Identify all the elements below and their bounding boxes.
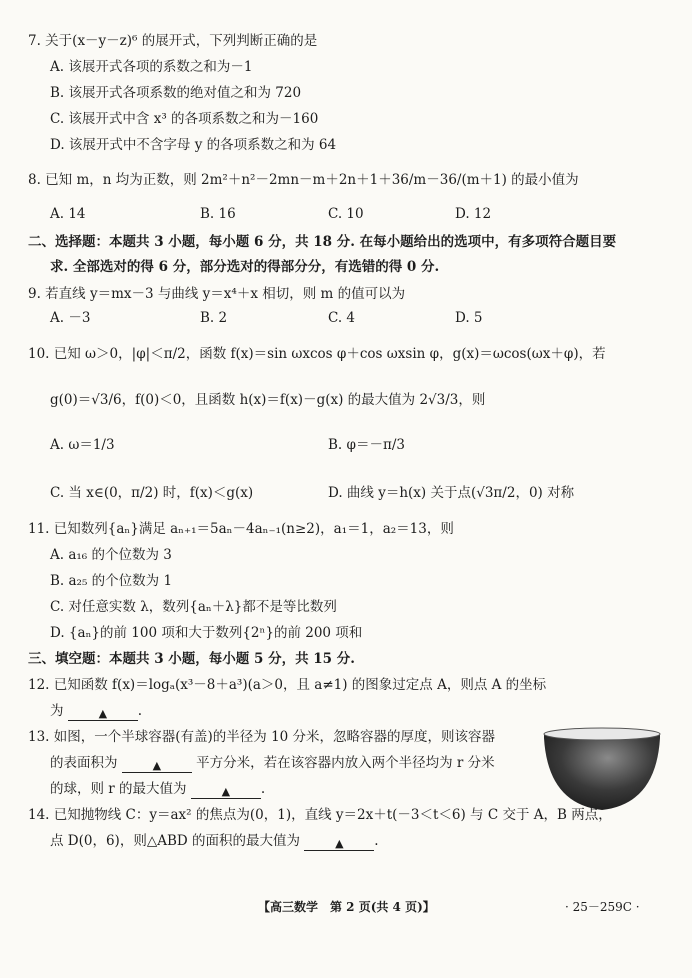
q12-line1: 12. 已知函数 f(x)＝logₐ(x³－8＋a³)(a＞0，且 a≠1) 的图象过定点 A，则点 A 的坐标 xyxy=(28,677,547,693)
q8-stem: 8. 已知 m，n 均为正数，则 2m²＋n²－2mn－m＋2n＋1＋36/m－36/(m＋1) 的最小值为 xyxy=(28,172,579,188)
q14-answer-blank[interactable]: ▲ xyxy=(304,835,374,851)
q7-option-c: C. 该展开式中含 x³ 的各项系数之和为－160 xyxy=(50,111,319,127)
q12-prefix: 为 xyxy=(50,703,64,719)
q10-option-a: A. ω＝1/3 xyxy=(50,437,115,453)
footer-code: · 25－259C · xyxy=(565,900,640,914)
q7-option-a: A. 该展开式各项的系数之和为－1 xyxy=(50,59,253,75)
q14-line1: 14. 已知抛物线 C：y＝ax² 的焦点为(0，1)，直线 y＝2x＋t(－3＜t＜6) 与 C 交于 A，B 两点， xyxy=(28,807,612,823)
q8-option-b: B. 16 xyxy=(200,206,236,222)
q10-stem-line1: 10. 已知 ω＞0，|φ|＜π/2，函数 f(x)＝sin ωxcos φ＋cos ωxsin φ，g(x)＝ωcos(ωx＋φ)，若 xyxy=(28,346,606,362)
q11-option-c: C. 对任意实数 λ，数列{aₙ＋λ}都不是等比数列 xyxy=(50,599,337,615)
q11-option-a: A. a₁₆ 的个位数为 3 xyxy=(50,547,172,563)
q8-option-c: C. 10 xyxy=(328,206,364,222)
q9-option-d: D. 5 xyxy=(455,310,483,326)
hemisphere-container-figure xyxy=(540,724,664,816)
q13-max-r-blank[interactable]: ▲ xyxy=(191,783,261,799)
q10-stem-line2: g(0)＝√3/6，f(0)＜0，且函数 h(x)＝f(x)－g(x) 的最大值为 2√3/3，则 xyxy=(50,392,486,408)
q8-option-a: A. 14 xyxy=(50,206,86,222)
section-2-header: 二、选择题：本题共 3 小题，每小题 6 分，共 18 分. 在每小题给出的选项中，有多项符合题目要 xyxy=(28,234,617,250)
q9-option-c: C. 4 xyxy=(328,310,356,326)
q13-line3 xyxy=(50,780,265,799)
q7-option-d: D. 该展开式中不含字母 y 的各项系数之和为 64 xyxy=(50,137,337,153)
q13-line1: 13. 如图，一个半球容器(有盖)的半径为 10 分米，忽略容器的厚度，则该容器 xyxy=(28,729,496,745)
q11-option-b: B. a₂₅ 的个位数为 1 xyxy=(50,573,173,589)
q10-option-c: C. 当 x∈(0，π/2) 时，f(x)＜g(x) xyxy=(50,485,254,501)
q14-suffix: . xyxy=(374,833,379,849)
q11-option-d: D. {aₙ}的前 100 项和大于数列{2ⁿ}的前 200 项和 xyxy=(50,625,363,641)
q11-stem: 11. 已知数列{aₙ}满足 aₙ₊₁＝5aₙ－4aₙ₋₁(n≥2)，a₁＝1，a₂＝13，则 xyxy=(28,521,454,537)
q7-stem: 7. 关于(x－y－z)⁶ 的展开式，下列判断正确的是 xyxy=(28,33,318,49)
q12-answer-blank[interactable]: ▲ xyxy=(68,705,138,721)
q13-suffix: . xyxy=(260,781,266,797)
section-3-header: 三、填空题：本题共 3 小题，每小题 5 分，共 15 分. xyxy=(28,651,355,667)
q9-option-a: A. －3 xyxy=(50,310,91,326)
q12-line2 xyxy=(50,702,142,721)
section-2-header-cont: 求. 全部选对的得 6 分，部分选对的得部分分，有选错的得 0 分. xyxy=(50,259,440,275)
q13-line2 xyxy=(50,754,495,773)
q7-option-b: B. 该展开式各项系数的绝对值之和为 720 xyxy=(50,85,302,101)
q13-prefix2: 的球，则 r 的最大值为 xyxy=(50,781,187,797)
q12-suffix: . xyxy=(137,703,143,719)
q14-prefix: 点 D(0，6)，则△ABD 的面积的最大值为 xyxy=(50,833,300,849)
q13-mid: 平方分米，若在该容器内放入两个半径均为 r 分米 xyxy=(196,755,495,771)
footer-page-label: 【高三数学 第 2 页(共 4 页)】 xyxy=(258,900,435,914)
q9-option-b: B. 2 xyxy=(200,310,228,326)
q10-option-d: D. 曲线 y＝h(x) 关于点(√3π/2，0) 对称 xyxy=(328,485,575,501)
q10-option-b: B. φ＝－π/3 xyxy=(328,437,405,453)
q13-prefix: 的表面积为 xyxy=(50,755,118,771)
q9-stem: 9. 若直线 y＝mx－3 与曲线 y＝x⁴＋x 相切，则 m 的值可以为 xyxy=(28,286,406,302)
q8-option-d: D. 12 xyxy=(455,206,492,222)
q13-surface-area-blank[interactable]: ▲ xyxy=(122,757,192,773)
q14-line2 xyxy=(50,832,379,851)
